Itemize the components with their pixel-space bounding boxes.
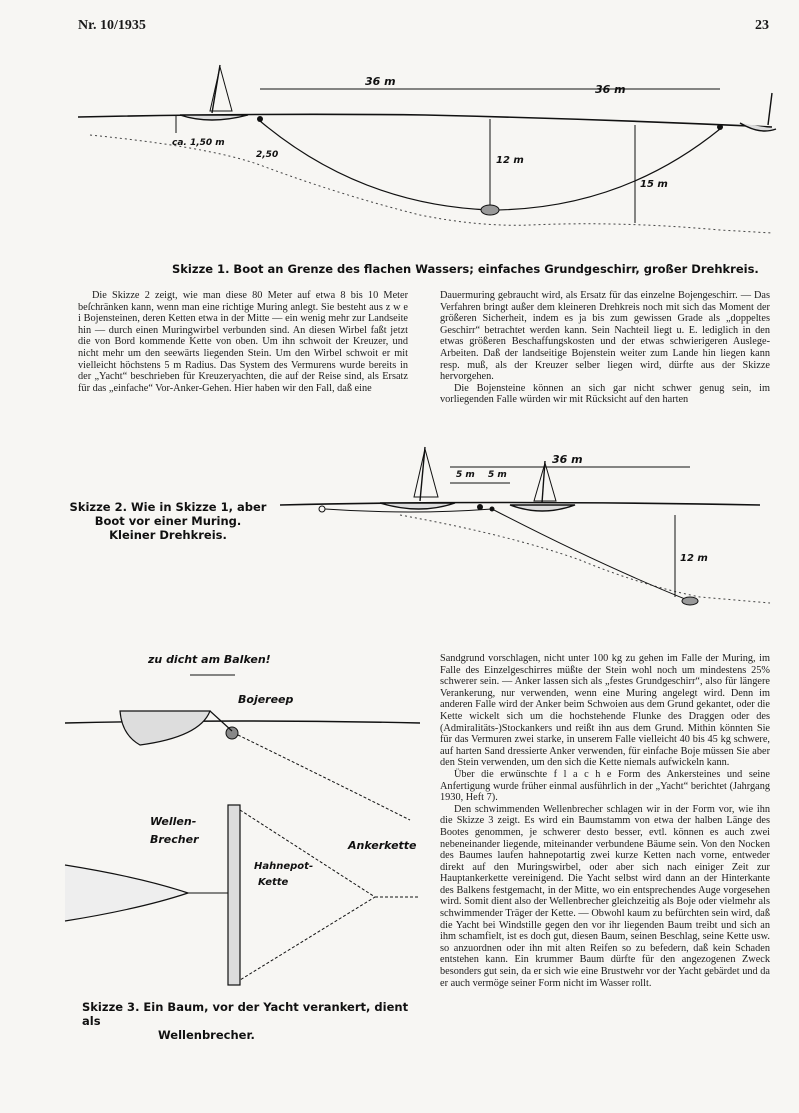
label-36m-right: 36 m (595, 83, 626, 96)
paragraph: Den schwimmenden Wellenbrecher schlagen wir in der Form vor, wie ihn die Skizze 3 zeigt. Es wird ein Baumstamm von etwa der halben Länge des Bootes genommen, je schwerer desto besser, evtl. können es auch zwei nebeneinander liegende, miteinander verbundene Bäume sein. Von den Nocken des Baumes laufen hahnepotartig zwei kurze Ketten nach vorne, entweder direkt auf den Muringswirbel, oder aber sich nach einiger Zeit zur Hauptankerkette vereinigend. Die Yacht selbst wird dann an der Hinterkante des Balkens festgemacht, in der Mitte, wo ein entsprechendes Auge vorgesehen wird. Somit dient also der Wellenbrecher gleichzeitig als Boje oder vielmehr als schwimmender Träger der Kette. — Obwohl kaum zu befürchten sein wird, daß die Yacht bei Windstille gegen den vor ihr liegenden Baum treibt und sich an ihm schamfielt, ist es doch gut, diesen Baum, seinen Beschlag, seine Kette usw. so anzuordnen oder ihn mit alten Reifen so zu befedern, daß kein Schaden entstehen kann. Ein krummer Baum dürfte für den angezogenen Zweck besonders gut sein, da er sich wie eine Brustwehr vor der Yacht gebärdet und da er auch vermöge seiner Form nicht im Wasser rollt. (440, 803, 770, 989)
sailboat-icon (740, 93, 776, 131)
text-column-1 (78, 290, 408, 394)
sketch-2 (280, 425, 780, 625)
label-too-close: zu dicht am Balken! (148, 653, 271, 666)
log-breakwater (228, 805, 240, 985)
sailboat-icon (180, 65, 248, 120)
page-number: 23 (755, 18, 769, 33)
buoy-icon (477, 504, 483, 510)
issue-number: Nr. 10/1935 (78, 18, 146, 33)
sketch-1 (60, 55, 790, 255)
seabed (400, 515, 770, 603)
boat-top-view (65, 865, 188, 921)
paragraph: Die Bojensteine können an sich gar nicht schwer genug sein, im vorliegenden Falle würden wir mit Rücksicht auf den harten (440, 382, 770, 406)
label-depth-small: 2,50 (256, 150, 279, 160)
paragraph: Über die erwünschte f l a c h e Form des Ankersteines und seine Anfertigung wurde früher einmal ausführlich in der „Yacht“ berichtet (Jahrgang 1930, Heft 7). (440, 768, 770, 804)
label-36m-left: 36 m (365, 75, 396, 88)
sailboat-icon (380, 447, 455, 509)
paragraph: Dauermuring gebraucht wird, als Ersatz für das einzelne Bojengeschirr. — Das Verfahren bringt außer dem kleineren Drehkreis noch mit sich das Moment der größeren Sicherheit, indem es ja bis zum gewissen Grade als „doppeltes Geschirr“ betrachtet werden kann. Sein Nachteil liegt u. E. lediglich in den etwas größeren Beschaffungskosten und der etwas schwierigeren Auslege-Arbeiten. Daß der landseitige Bojenstein weiter zum Lande hin liegen kann resp. muß, als der Kreuzer selber liegen wird, dürfte aus der Skizze hervorgehen. (440, 290, 770, 383)
text-column-2 (440, 290, 770, 406)
label-bridle-1: Hahnepot- (254, 861, 314, 872)
label-5m-b: 5 m (488, 470, 507, 480)
anchor-chain (238, 735, 410, 820)
label-breakwater-1: Wellen- (150, 815, 197, 828)
label-12m: 12 m (680, 553, 708, 564)
label-36m: 36 m (552, 453, 583, 466)
label-depth-12m: 12 m (496, 155, 524, 166)
water-surface (65, 721, 420, 723)
paragraph: Sandgrund vorschlagen, nicht unter 100 kg zu gehen im Falle der Muring, im Falle des Einzelgeschirres müßte der Stein wohl noch um mindestens 25% schwerer sein. — Anker lassen sich als „festes Grundgeschirr“, also für längere Verankerung, nur verwenden, wenn eine Muring angelegt wird. Denn im anderen Falle wird der Anker beim Schwoien aus dem Grund gekantet, oder die Kette wickelt sich um die hochstehende Flunke des Draggen oder des (Admiralitäts-)Stockankers und reißt ihn aus dem Grund. Mithin könnten Sie für das Vermuren zwei starke, in unserem Falle vielleicht 40 bis 45 kg schwere, auf harten Sand dressierte Anker verwenden, für einfache Boje müssen Sie aber den Stein verwenden, um den sich die Kette niemals aufwickeln kann. (440, 653, 770, 769)
text-column-3 (440, 653, 770, 989)
label-depth-shallow: ca. 1,50 m (172, 138, 225, 148)
caption-line: Boot vor einer Muring. (94, 514, 242, 528)
caption-line: Wellenbrecher. (158, 1028, 255, 1042)
log-icon (226, 727, 238, 739)
label-buoy-rope: Bojereep (238, 693, 294, 706)
sketch-2-drawing (280, 425, 780, 625)
sketch-3-drawing (60, 645, 430, 995)
caption-line: Skizze 3. Ein Baum, vor der Yacht verankert, dient als (82, 1000, 409, 1028)
label-bridle-2: Kette (258, 877, 289, 888)
label-5m-a: 5 m (456, 470, 475, 480)
anchor-stone-icon (682, 597, 698, 605)
caption-line: Skizze 2. Wie in Skizze 1, aber (69, 500, 267, 514)
anchor-stone-icon (319, 506, 325, 512)
bridle-chain (240, 810, 375, 980)
paragraph: Die Skizze 2 zeigt, wie man diese 80 Meter auf etwa 8 bis 10 Meter beſchränken kann, wenn man eine richtige Muring anlegt. Sie besteht aus z w e i Bojensteinen, deren Ketten etwa in der Mitte — ein wenig mehr zur Landseite hin — durch einen Muringwirbel verbunden sind. An diesen Wirbel faßt jetzt die von Bord kommende Kette von oben. Um ihn schwoit der Kreuzer, und nicht mehr um den seewärts liegenden Stein. Um den Wirbel schwoit er mit vielleicht höchstens 5 m Radius. Das System des Vermurens wurde bereits in der „Yacht“ beschrieben für Kreuzeryachten, die auf der Reise sind, als Ersatz für das „einfache“ Vor-Anker-Gehen. Hier haben wir den Fall, daß eine (78, 290, 408, 394)
sketch-1-drawing (60, 55, 790, 255)
label-breakwater-2: Brecher (150, 833, 199, 846)
boat-hull (120, 711, 210, 745)
sailboat-icon (510, 461, 575, 511)
label-anchor-chain: Ankerkette (348, 839, 417, 852)
sketch-1-caption: Skizze 1. Boot an Grenze des flachen Wassers; einfaches Grundgeschirr, großer Drehkreis. (172, 262, 759, 276)
anchor-stone-icon (481, 205, 499, 215)
sketch-2-caption (68, 500, 268, 542)
sketch-3 (60, 645, 430, 995)
sketch-3-caption (82, 1000, 422, 1042)
mooring-chain (325, 509, 492, 512)
seabed (90, 135, 772, 233)
label-depth-15m: 15 m (640, 179, 668, 190)
caption-line: Kleiner Drehkreis. (109, 528, 227, 542)
